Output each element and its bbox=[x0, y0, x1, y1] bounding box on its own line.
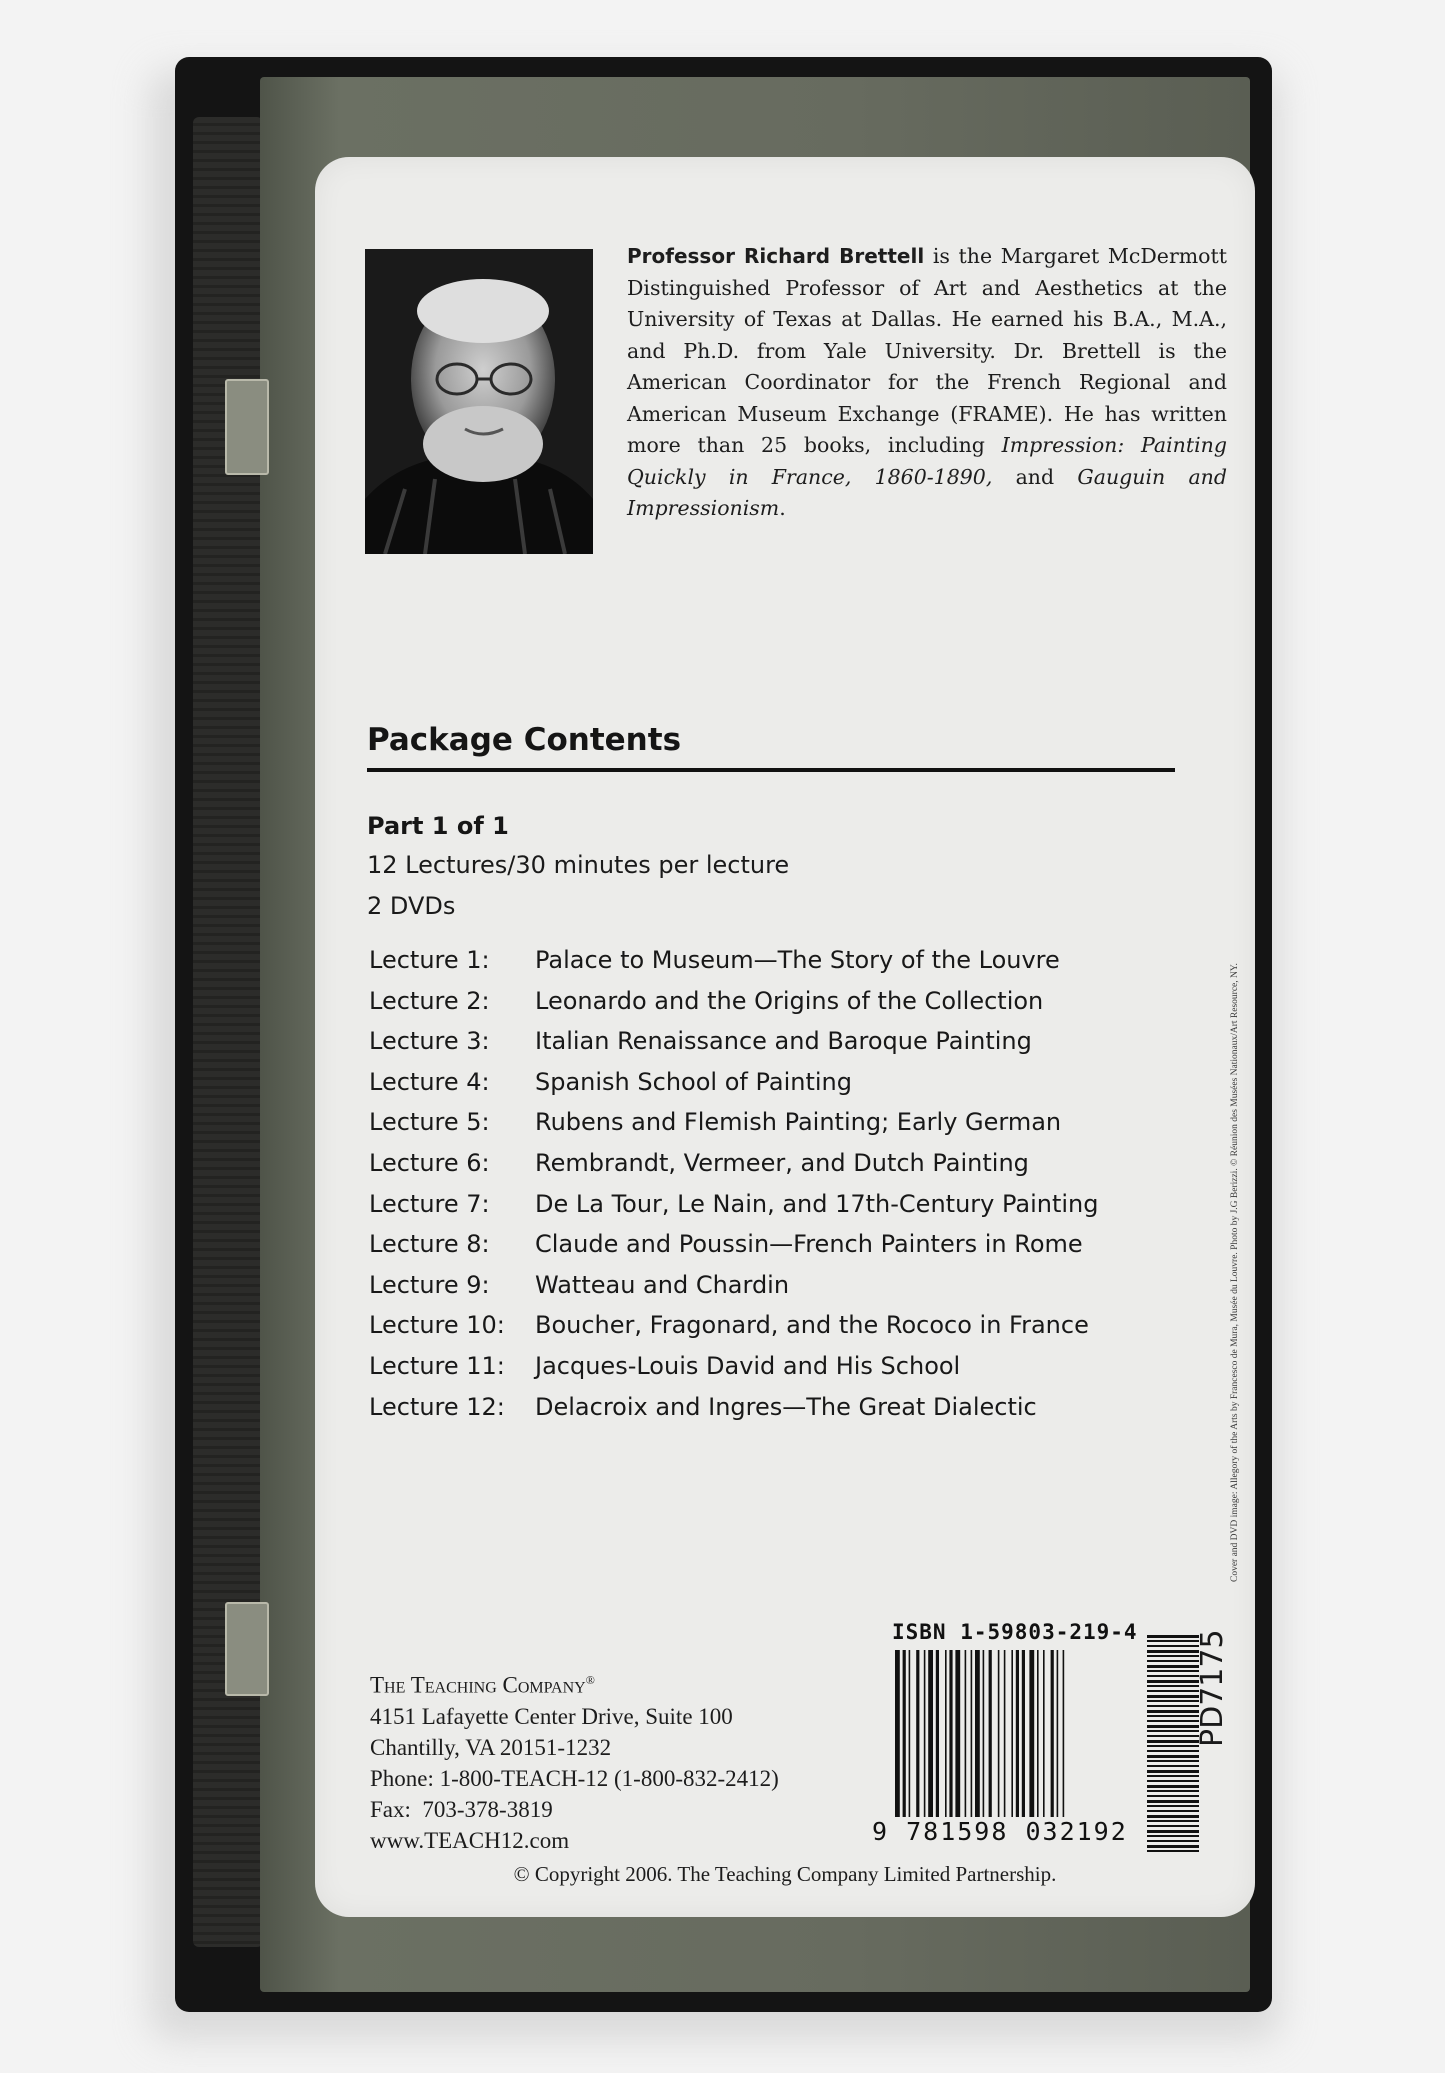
case-clip-top bbox=[225, 379, 269, 475]
back-cover-insert bbox=[315, 157, 1255, 1917]
barcode-bar bbox=[971, 1650, 973, 1825]
part-label: Part 1 of 1 bbox=[367, 812, 509, 840]
lecture-number: Lecture 4: bbox=[369, 1067, 490, 1096]
supplemental-bar bbox=[1147, 1635, 1199, 1638]
barcode-bar bbox=[945, 1650, 947, 1825]
image-credit: Cover and DVD image: Allegory of the Arts by Francesco de Mura, Musée du Louvre. Photo by J.G Berizzi. © Réunion des Musées Nationaux/Art Resource, NY. bbox=[1230, 963, 1240, 1582]
barcode-bar bbox=[1022, 1650, 1025, 1825]
bio-text: and bbox=[992, 464, 1078, 489]
title-divider bbox=[367, 768, 1175, 772]
supplemental-bar bbox=[1147, 1830, 1199, 1833]
supplemental-bar bbox=[1147, 1650, 1199, 1653]
publisher-name: The Teaching Company bbox=[370, 1672, 586, 1698]
lecture-row bbox=[369, 1230, 1083, 1258]
case-clip-bottom bbox=[225, 1602, 269, 1696]
supplemental-bar bbox=[1147, 1705, 1199, 1707]
supplemental-bar bbox=[1147, 1690, 1199, 1692]
supplemental-bar bbox=[1147, 1850, 1199, 1852]
supplemental-bar bbox=[1147, 1805, 1199, 1807]
lecture-row bbox=[369, 1108, 1061, 1136]
barcode bbox=[893, 1650, 1118, 1825]
barcode-number: 9 781598 032192 bbox=[872, 1817, 1128, 1846]
supplemental-bar bbox=[1147, 1780, 1199, 1782]
supplemental-bar bbox=[1147, 1655, 1199, 1657]
barcode-bar bbox=[1016, 1650, 1019, 1825]
supplemental-bar bbox=[1147, 1785, 1199, 1788]
lecture-row bbox=[369, 1190, 1098, 1218]
supplemental-bar bbox=[1147, 1660, 1199, 1662]
lecture-title: Watteau and Chardin bbox=[535, 1270, 790, 1299]
lecture-row bbox=[369, 1311, 1089, 1339]
book-title: Impression: Painting Quickly in France, 1860-1890, bbox=[627, 433, 1227, 489]
bio-text: . bbox=[779, 496, 786, 520]
lecture-number: Lecture 2: bbox=[369, 986, 490, 1015]
barcode-bar bbox=[936, 1650, 939, 1825]
barcode-bar bbox=[895, 1650, 900, 1825]
supplemental-barcode bbox=[1147, 1635, 1199, 1855]
publisher-fax: Fax: 703-378-3819 bbox=[370, 1796, 553, 1822]
lecture-number: Lecture 1: bbox=[369, 946, 490, 974]
barcode-bar bbox=[916, 1650, 919, 1825]
supplemental-bar bbox=[1147, 1820, 1199, 1822]
barcode-bar bbox=[1057, 1650, 1059, 1825]
publisher-phone: Phone: 1-800-TEACH-12 (1-800-832-2412) bbox=[370, 1765, 779, 1791]
lecture-row bbox=[369, 1271, 789, 1299]
lecture-title: Palace to Museum—The Story of the Louvre bbox=[535, 946, 1060, 974]
lecture-title: Leonardo and the Origins of the Collection bbox=[535, 986, 1044, 1015]
supplemental-bar bbox=[1147, 1720, 1199, 1722]
supplemental-bar bbox=[1147, 1775, 1199, 1777]
lectures-info: 12 Lectures/30 minutes per lecture bbox=[367, 851, 790, 879]
lecture-title: De La Tour, Le Nain, and 17th-Century Painting bbox=[535, 1189, 1099, 1218]
lecture-title: Spanish School of Painting bbox=[535, 1067, 852, 1096]
lecture-row bbox=[369, 987, 1043, 1015]
supplemental-bar bbox=[1147, 1670, 1199, 1672]
supplemental-bar bbox=[1147, 1800, 1199, 1803]
supplemental-bar bbox=[1147, 1825, 1199, 1827]
supplemental-bar bbox=[1147, 1845, 1199, 1848]
supplemental-bar bbox=[1147, 1790, 1199, 1792]
supplemental-bar bbox=[1147, 1730, 1199, 1732]
book-title: Gauguin and Impressionism bbox=[627, 464, 1228, 520]
barcode-bar bbox=[924, 1650, 926, 1825]
lecture-number: Lecture 3: bbox=[369, 1027, 490, 1056]
publisher-address bbox=[370, 1665, 779, 1856]
supplemental-bar bbox=[1147, 1725, 1199, 1728]
product-code: PD7175 bbox=[1195, 1629, 1230, 1747]
barcode-bar bbox=[949, 1650, 952, 1825]
barcode-bar bbox=[1063, 1650, 1065, 1825]
lecture-number: Lecture 10: bbox=[369, 1311, 505, 1340]
package-contents-title: Package Contents bbox=[367, 722, 682, 758]
lecture-row bbox=[369, 946, 1060, 974]
supplemental-bar bbox=[1147, 1840, 1199, 1842]
barcode-bar bbox=[983, 1650, 985, 1825]
registered-mark: ® bbox=[585, 1673, 595, 1687]
lecture-title: Italian Renaissance and Baroque Painting bbox=[535, 1027, 1032, 1056]
lecture-number: Lecture 5: bbox=[369, 1108, 490, 1137]
supplemental-bar bbox=[1147, 1755, 1199, 1758]
barcode-bar bbox=[1037, 1650, 1039, 1825]
supplemental-bar bbox=[1147, 1680, 1199, 1683]
lecture-number: Lecture 9: bbox=[369, 1270, 490, 1299]
supplemental-bar bbox=[1147, 1710, 1199, 1713]
dvd-count: 2 DVDs bbox=[367, 892, 456, 920]
lecture-row bbox=[369, 1352, 960, 1380]
lecture-title: Delacroix and Ingres—The Great Dialectic bbox=[535, 1392, 1037, 1421]
lecture-row bbox=[369, 1149, 1029, 1177]
lecture-title: Rembrandt, Vermeer, and Dutch Painting bbox=[535, 1149, 1029, 1177]
publisher-street: 4151 Lafayette Center Drive, Suite 100 bbox=[370, 1703, 733, 1729]
professor-name: Professor Richard Brettell bbox=[627, 244, 925, 268]
professor-portrait bbox=[365, 249, 593, 554]
lecture-number: Lecture 6: bbox=[369, 1149, 490, 1177]
barcode-bar bbox=[965, 1650, 967, 1825]
copyright-notice: © Copyright 2006. The Teaching Company Limited Partnership. bbox=[513, 1862, 1057, 1886]
lecture-row bbox=[369, 1393, 1037, 1421]
supplemental-bar bbox=[1147, 1810, 1199, 1812]
supplemental-bar bbox=[1147, 1750, 1199, 1752]
barcode-bar bbox=[989, 1650, 992, 1825]
lecture-number: Lecture 12: bbox=[369, 1392, 505, 1421]
supplemental-bar bbox=[1147, 1665, 1199, 1668]
supplemental-bar bbox=[1147, 1795, 1199, 1797]
publisher-city: Chantilly, VA 20151-1232 bbox=[370, 1734, 612, 1760]
supplemental-bar bbox=[1147, 1745, 1199, 1747]
supplemental-bar bbox=[1147, 1835, 1199, 1837]
barcode-bar bbox=[903, 1650, 906, 1825]
supplemental-bar bbox=[1147, 1645, 1199, 1647]
publisher-website: www.TEACH12.com bbox=[370, 1827, 570, 1853]
lecture-number: Lecture 8: bbox=[369, 1230, 490, 1259]
lecture-number: Lecture 11: bbox=[369, 1352, 505, 1380]
barcode-bar bbox=[955, 1650, 960, 1825]
professor-bio bbox=[627, 241, 1227, 525]
lecture-title: Boucher, Fragonard, and the Rococo in France bbox=[535, 1311, 1089, 1340]
supplemental-bar bbox=[1147, 1675, 1199, 1677]
lecture-title: Jacques-Louis David and His School bbox=[535, 1352, 961, 1380]
supplemental-bar bbox=[1147, 1640, 1199, 1642]
supplemental-bar bbox=[1147, 1815, 1199, 1818]
isbn-label: ISBN 1-59803-219-4 bbox=[892, 1620, 1138, 1644]
supplemental-bar bbox=[1147, 1735, 1199, 1737]
supplemental-bar bbox=[1147, 1760, 1199, 1762]
lecture-row bbox=[369, 1068, 852, 1096]
barcode-bar bbox=[1051, 1650, 1054, 1825]
barcode-bar bbox=[1011, 1650, 1013, 1825]
lecture-number: Lecture 7: bbox=[369, 1189, 490, 1218]
barcode-bar bbox=[975, 1650, 980, 1825]
barcode-bar bbox=[1029, 1650, 1034, 1825]
barcode-bar bbox=[998, 1650, 1000, 1825]
lecture-title: Claude and Poussin—French Painters in Rome bbox=[535, 1230, 1083, 1259]
barcode-bar bbox=[1043, 1650, 1045, 1825]
supplemental-bar bbox=[1147, 1715, 1199, 1717]
supplemental-bar bbox=[1147, 1765, 1199, 1767]
barcode-bar bbox=[909, 1650, 911, 1825]
supplemental-bar bbox=[1147, 1695, 1199, 1698]
supplemental-bar bbox=[1147, 1700, 1199, 1702]
barcode-bar bbox=[928, 1650, 933, 1825]
supplemental-bar bbox=[1147, 1685, 1199, 1687]
supplemental-bar bbox=[1147, 1770, 1199, 1773]
barcode-bar bbox=[1004, 1650, 1006, 1825]
lecture-title: Rubens and Flemish Painting; Early German bbox=[535, 1108, 1062, 1137]
supplemental-bar bbox=[1147, 1740, 1199, 1743]
lecture-row bbox=[369, 1027, 1032, 1055]
bio-text: is the Margaret McDermott Distinguished Professor of Art and Aesthetics at the University of Texas at Dallas. He earned his B.A., M.A., and Ph.D. from Yale University. Dr. Brettell is the American Coordinator for the French Regional and American Museum Exchange (FRAME). He has written more than 25 books, including bbox=[627, 244, 1227, 457]
